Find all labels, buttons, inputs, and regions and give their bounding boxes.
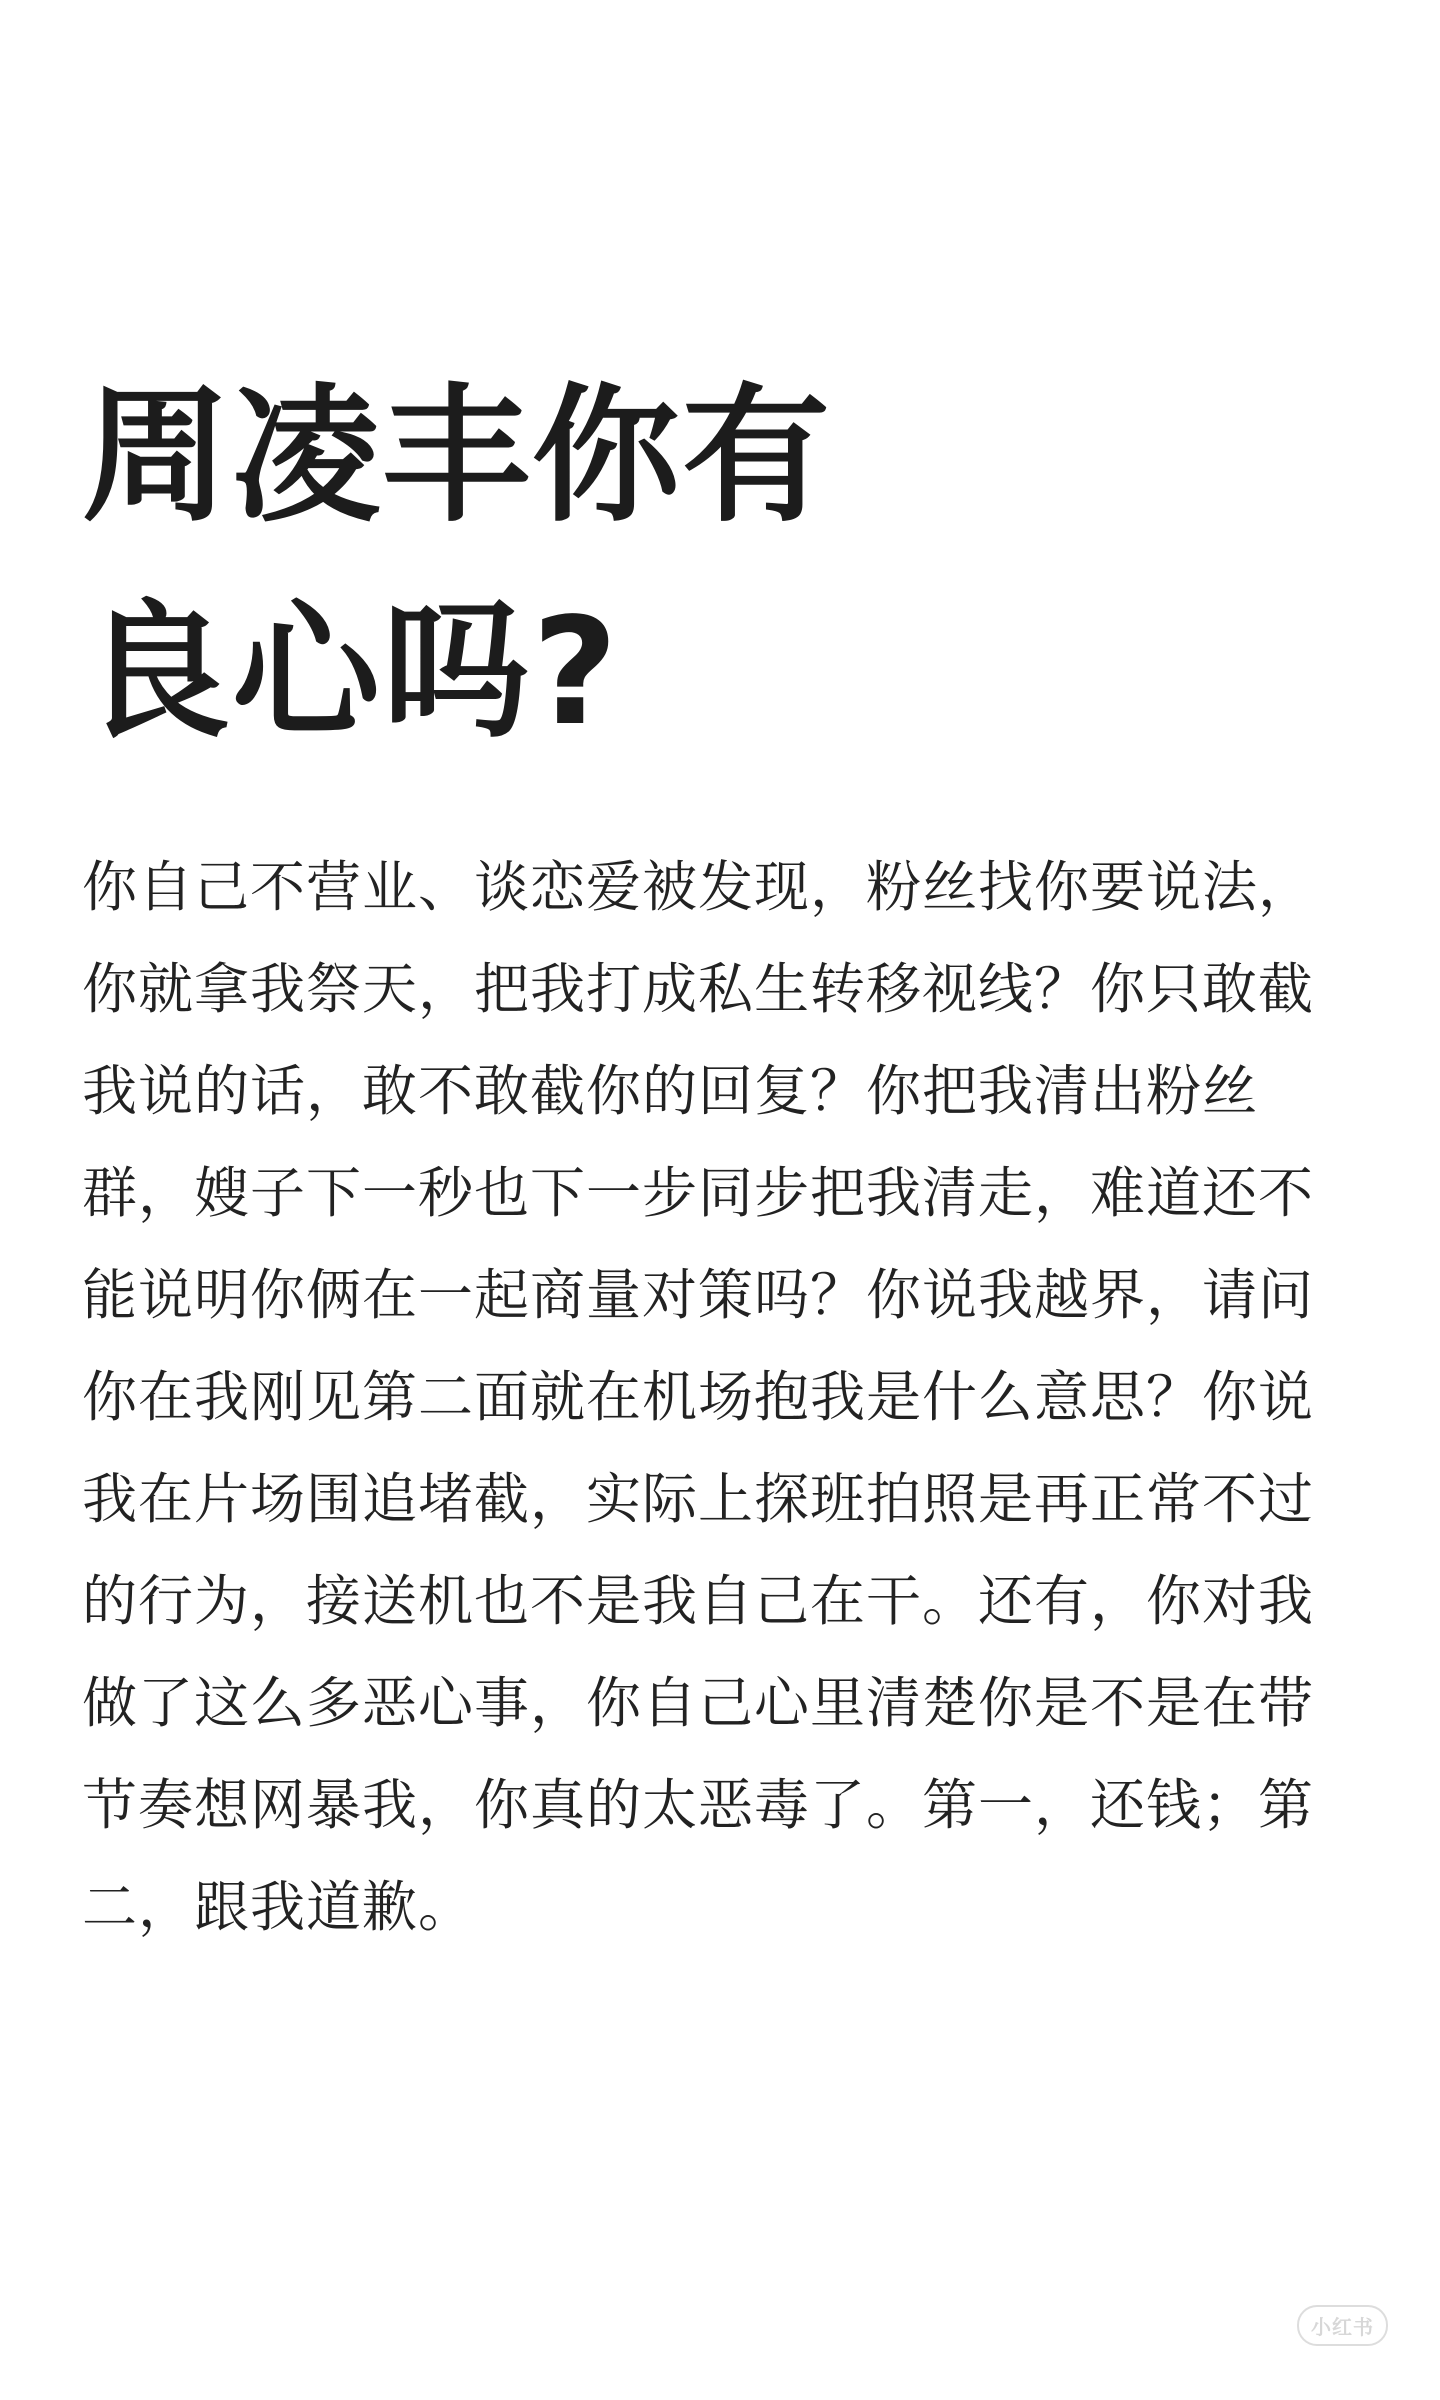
title-line: 良心吗?	[82, 586, 620, 758]
body-line: 做了这么多恶心事，你自己心里清楚你是不是在带	[82, 1671, 1315, 1735]
body-line: 二，跟我道歉。	[82, 1875, 475, 1939]
body-line: 能说明你俩在一起商量对策吗？你说我越界，请问	[82, 1263, 1315, 1327]
body-line: 节奏想网暴我，你真的太恶毒了。第一，还钱；第	[82, 1773, 1315, 1837]
watermark-logo: 小红书	[1297, 2305, 1388, 2346]
post-title	[82, 348, 1082, 780]
body-line: 群，嫂子下一秒也下一步同步把我清走，难道还不	[82, 1161, 1315, 1225]
body-line: 我说的话，敢不敢截你的回复？你把我清出粉丝	[82, 1059, 1259, 1123]
body-line: 你在我刚见第二面就在机场抱我是什么意思？你说	[82, 1365, 1315, 1429]
title-line: 周凌丰你有	[82, 370, 832, 542]
post-body	[82, 836, 1372, 1958]
body-line: 你自己不营业、谈恋爱被发现，粉丝找你要说法，	[82, 855, 1315, 919]
body-line: 你就拿我祭天，把我打成私生转移视线？你只敢截	[82, 957, 1315, 1021]
body-line: 我在片场围追堵截，实际上探班拍照是再正常不过	[82, 1467, 1315, 1531]
watermark	[1297, 2305, 1388, 2356]
body-line: 的行为，接送机也不是我自己在干。还有，你对我	[82, 1569, 1315, 1633]
